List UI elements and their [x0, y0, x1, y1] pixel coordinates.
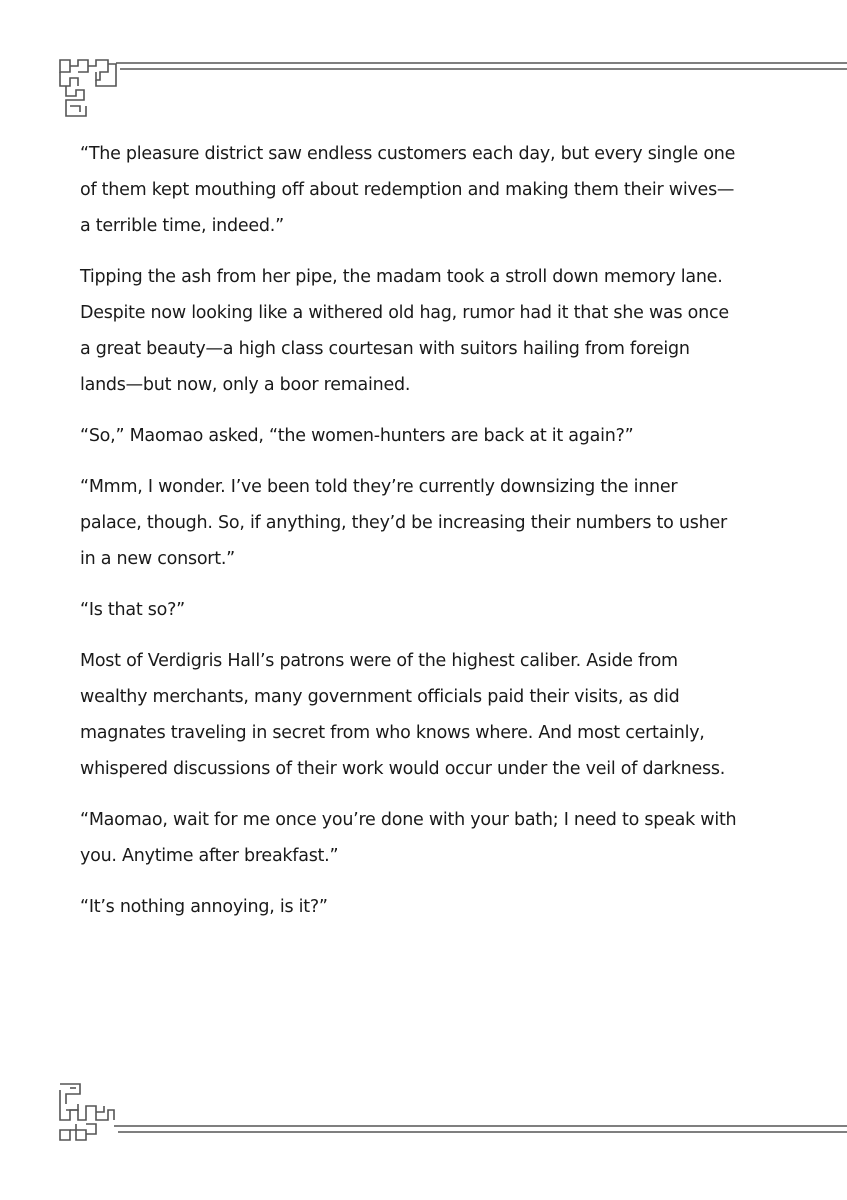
bottom-border-ornament: [56, 1080, 847, 1146]
paragraph: “Maomao, wait for me once you’re done with your bath; I need to speak with you. Anytime after breakfast.”: [80, 810, 737, 866]
paragraph: “Is that so?”: [80, 600, 185, 620]
page-text: [80, 136, 740, 940]
paragraph: Tipping the ash from her pipe, the madam took a stroll down memory lane. Despite now looking like a withered old hag, rumor had it that she was once a great beauty—a high class courtesan with suitors hailing from foreign lands—but now, only a boor remained.: [80, 267, 729, 395]
paragraph: “The pleasure district saw endless customers each day, but every single one of them kept mouthing off about redemption and making them their wives—a terrible time, indeed.”: [80, 144, 736, 236]
lattice-corner-ornament-icon: [60, 1084, 114, 1140]
lattice-corner-ornament-icon: [60, 60, 116, 116]
paragraph: “Mmm, I wonder. I’ve been told they’re currently downsizing the inner palace, though. So, if anything, they’d be increasing their numbers to usher in a new consort.”: [80, 477, 727, 569]
paragraph: “It’s nothing annoying, is it?”: [80, 897, 328, 917]
top-border-ornament: [56, 56, 847, 122]
paragraph: Most of Verdigris Hall’s patrons were of the highest caliber. Aside from wealthy merchants, many government officials paid their visits, as did magnates traveling in secret from who knows where. And most certainly, whispered discussions of their work would occur under the veil of darkness.: [80, 651, 726, 779]
paragraph: “So,” Maomao asked, “the women-hunters are back at it again?”: [80, 426, 634, 446]
